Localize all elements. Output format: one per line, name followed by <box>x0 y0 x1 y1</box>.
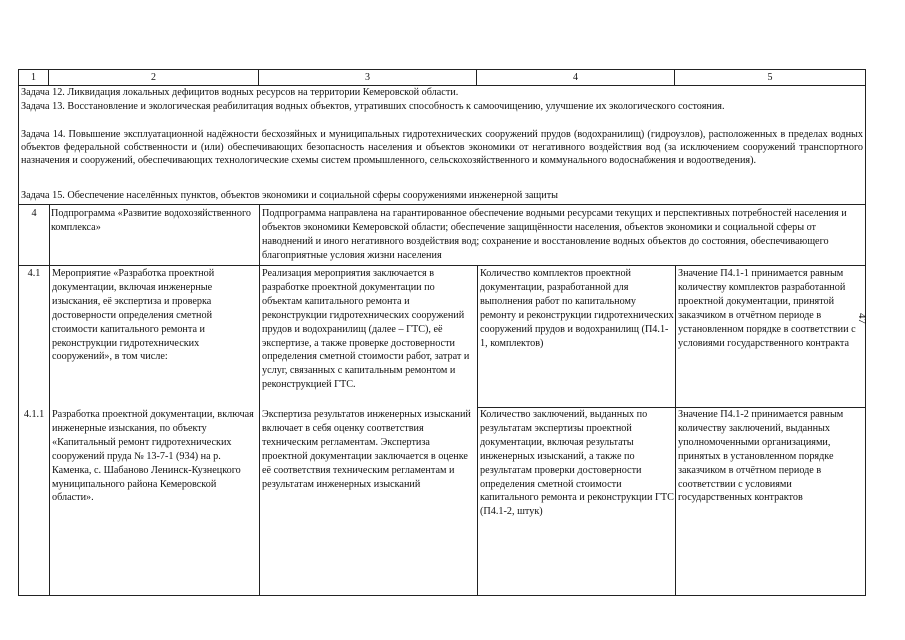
page-number: 47 <box>856 313 868 324</box>
activity-description: Реализация мероприятия заключается в разработке проектной документации по объектам капитального ремонта и реконструкции гидротехнических сооружений прудов и водохранилищ (далее – ГТС), её экспертизе, а также проверке достоверности определения сметной стоимости работ, затрат и услуг, связанных с капитальным ремонтом и реконструкцией ГТС. <box>262 268 470 391</box>
column-number-3: 3 <box>259 70 477 85</box>
activity-indicator: Количество комплектов проектной документации, разработанной для выполнения работ по капитальному ремонту и реконструкции гидротехнических сооружений прудов и водохранилищ (П4.1-1, комплектов) <box>480 268 674 349</box>
sub-activity-indicator: Количество заключений, выданных по результатам экспертизы проектной документации, включая результаты инженерных изысканий, а также по результатам проверки достоверности определения сметной стоимости капитального ремонта и реконструкции ГТС (П4.1-2, штук) <box>480 409 674 518</box>
task-13: Задача 13. Восстановление и экологическая реабилитация водных объектов, утративших способность к самоочищению, улучшение их экологического состояния. <box>21 101 725 112</box>
column-number-4: 4 <box>477 70 675 85</box>
sub-activity-name: Разработка проектной документации, включая инженерные изыскания, по объекту «Капитальный ремонт гидротехнических сооружений пруда № 13-7-1 (934) на р. Каменка, с. Шабаново Ленинск-Кузнецкого муниципального района Кемеровской области». <box>52 409 254 504</box>
column-number-row <box>19 70 865 86</box>
subprogram-row <box>19 204 865 266</box>
task-12: Задача 12. Ликвидация локальных дефицитов водных ресурсов на территории Кемеровской области. <box>21 87 459 98</box>
column-divider <box>675 265 676 596</box>
column-number-5: 5 <box>767 72 773 83</box>
sub-activity-method: Значение П4.1-2 принимается равным количеству заключений, выданных уполномоченными организациями, принятых в установленном порядке заказчиком в отчётном периоде в соответствии с условиями государственных контрактов <box>678 409 844 504</box>
activity-name: Мероприятие «Разработка проектной документации, включая инженерные изыскания, её экспертиза и проверка достоверности определения сметной стоимости капитального ремонта и реконструкции гидротехнических сооружений», в том числе: <box>52 268 215 363</box>
column-number-2: 2 <box>49 70 259 85</box>
column-number-1: 1 <box>19 70 49 85</box>
subprogram-description: Подпрограмма направлена на гарантированное обеспечение водными ресурсами текущих и перспективных потребностей населения и объектов экономики Кемеровской области; обеспечение защищённости населения, объектов экономики и социальной сферы от наводнений и иного негативного воздействия вод; сохранение и восстановление водных объектов до состояния, обеспечивающего благоприятные условия жизни населения <box>262 208 847 261</box>
column-divider <box>49 204 50 596</box>
activity-method: Значение П4.1-1 принимается равным количеству комплектов разработанной проектной документации, принятой заказчиком в отчётном периоде в установленном порядке в соответствии с условиями государственного контракта <box>678 268 856 349</box>
document-table <box>18 69 866 596</box>
subprogram-name: Подпрограмма «Развитие водохозяйственного комплекса» <box>51 208 251 233</box>
column-divider <box>477 265 478 596</box>
task-14: Задача 14. Повышение эксплуатационной надёжности бесхозяйных и муниципальных гидротехнических сооружений прудов (водохранилищ) (гидроузлов), расположенных в пределах водных объектов федеральной собственности и (или) обеспечивающих безопасность населения и объектов экономики от негативного воздействия вод (за исключением сооружений транспортного назначения и сооружений, обеспечивающих технологические схемы систем промышленного, сельскохозяйственного и коммунального водоснабжения и водоотведения). <box>21 129 863 166</box>
task-15: Задача 15. Обеспечение населённых пунктов, объектов экономики и социальной сферы сооружениями инженерной защиты <box>21 190 559 201</box>
sub-activity-number: 4.1.1 <box>23 409 45 420</box>
column-divider <box>259 204 260 596</box>
sub-activity-description: Экспертиза результатов инженерных изысканий включает в себя оценку соответствия техническим регламентам. Экспертиза проектной документации заключается в оценке её соответствия техническим регламентам и результатам инженерных изысканий <box>262 409 471 490</box>
activity-number: 4.1 <box>27 268 41 279</box>
subprogram-number: 4 <box>31 208 37 219</box>
